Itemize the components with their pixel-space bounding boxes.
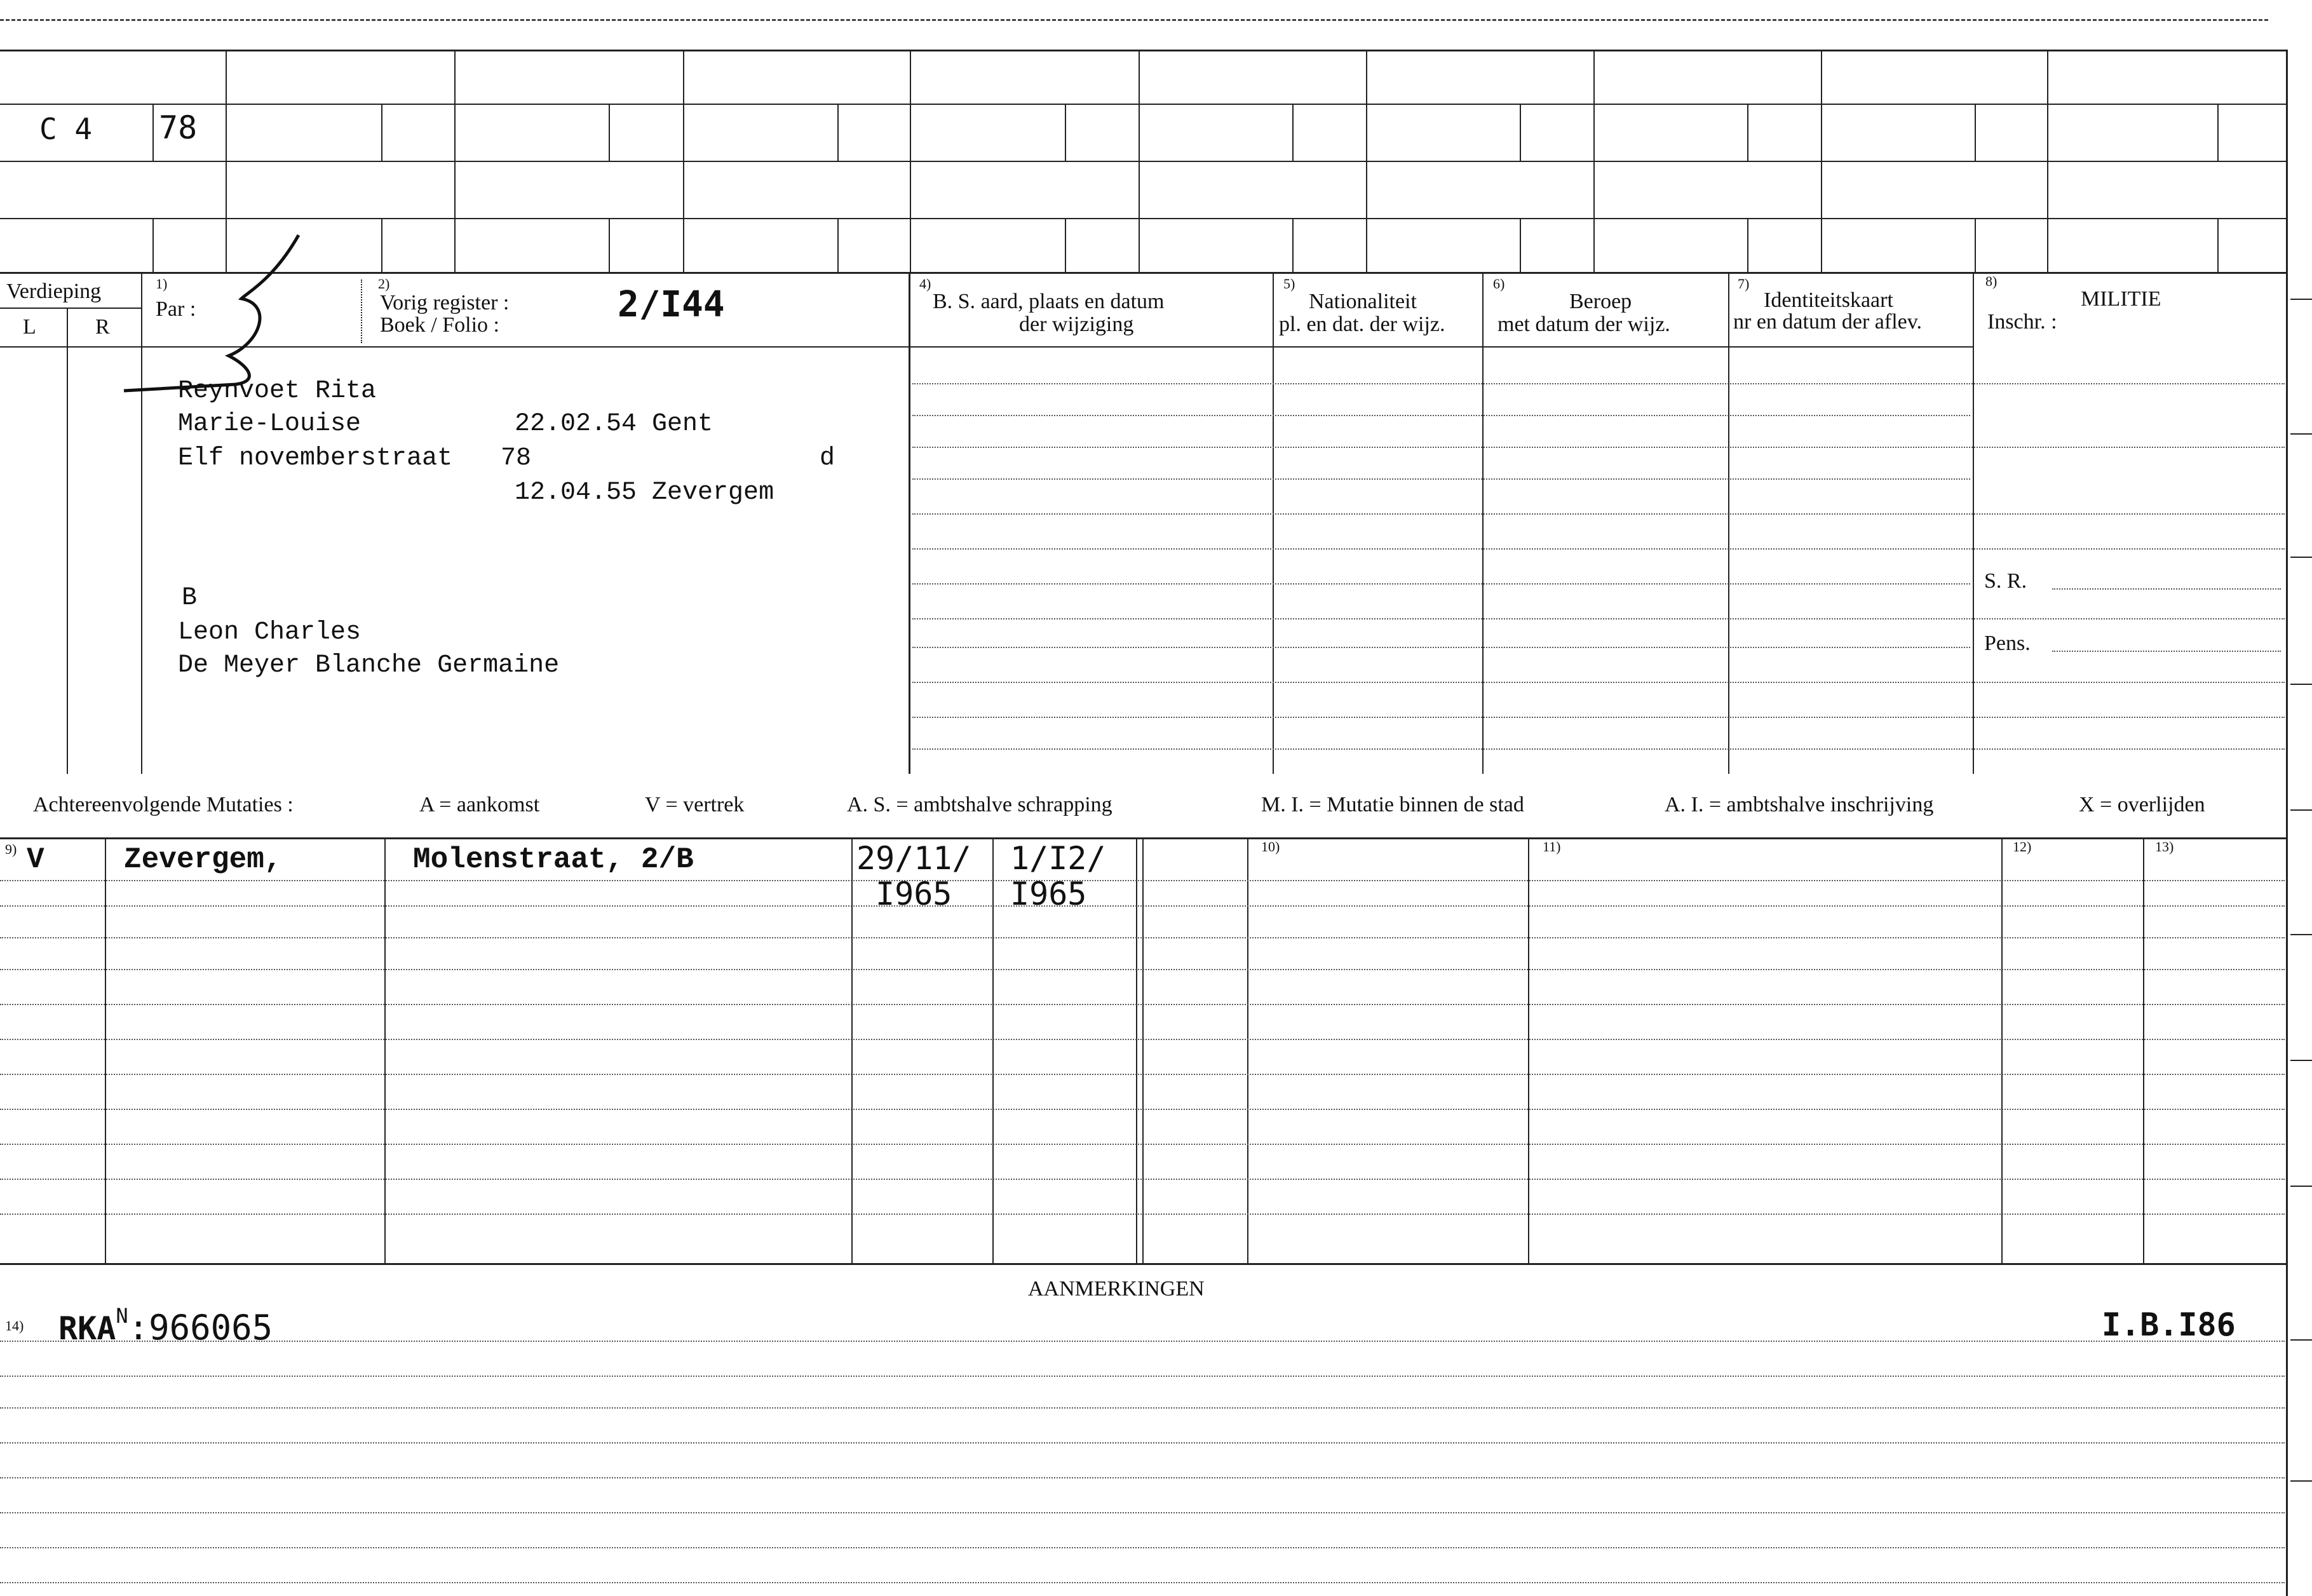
boek-label: Boek / Folio : [380, 313, 499, 337]
remarks-dotted-row [0, 1547, 2285, 1548]
militie-pens-label: Pens. [1984, 632, 2031, 655]
par-label: Par : [156, 297, 196, 321]
top-grid-subcol [152, 104, 154, 161]
mut-dotted-row [0, 1179, 2285, 1180]
mut-col [851, 837, 853, 1263]
col-r-label: R [95, 315, 110, 339]
top-grid-subcol [1065, 218, 1066, 272]
top-scan-edge [0, 19, 2268, 21]
edge-tick [2290, 557, 2312, 558]
remarks-dotted-row [0, 1582, 2285, 1583]
id-number: 7) [1738, 276, 1750, 292]
militie-number: 8) [1985, 273, 1998, 289]
mut-place: Zevergem, [124, 843, 282, 876]
person-street-number: 78 [501, 444, 532, 473]
person-name: Reynvoet Rita [178, 377, 377, 405]
edge-tick [2290, 299, 2312, 300]
top-grid-line [0, 218, 2287, 219]
mut-dotted-row [0, 969, 2285, 970]
top-grid-subcol [381, 218, 382, 272]
militie-sr-label: S. R. [1984, 569, 2027, 593]
top-grid-col [910, 50, 911, 272]
mut-date2-line1: 1/I2/ [1010, 840, 1106, 877]
person-birth: 22.02.54 Gent [515, 410, 713, 438]
bs-dotted-row [912, 618, 2285, 619]
legend-schrapping: A. S. = ambtshalve schrapping [847, 793, 1112, 816]
mut-dotted-row [0, 937, 2285, 938]
mut-dotted-row [0, 1144, 2285, 1145]
mut-type: V [27, 843, 44, 876]
militie-inschr-label: Inschr. : [1987, 310, 2057, 334]
top-code: C 4 [39, 112, 93, 146]
beroep-label-2: met datum der wijz. [1497, 313, 1670, 336]
top-grid-subcol [837, 218, 839, 272]
col-divider-bs [1273, 272, 1274, 774]
mut-col [1247, 837, 1248, 1263]
mut-number-11: 11) [1543, 839, 1561, 855]
top-grid-col [683, 50, 684, 272]
nat-label-2: pl. en dat. der wijz. [1279, 313, 1445, 336]
mut-dotted-row [0, 880, 2285, 881]
verdieping-label: Verdieping [6, 280, 102, 303]
bs-number: 4) [919, 276, 931, 292]
mut-col [2001, 837, 2003, 1263]
mut-dotted-row [0, 905, 2285, 907]
col-divider-main [909, 272, 910, 774]
person-mother: De Meyer Blanche Germaine [178, 651, 560, 680]
vorig-value: 2/I44 [618, 284, 725, 325]
remarks-prefix: RKA [58, 1310, 116, 1347]
top-grid-subcol [1975, 218, 1976, 272]
top-grid-subcol [2217, 104, 2219, 161]
edge-tick [2290, 684, 2312, 685]
militie-title: MILITIE [2081, 287, 2161, 311]
beroep-number: 6) [1493, 276, 1505, 292]
bs-dotted-row [912, 478, 1970, 480]
top-grid-subcol [1520, 218, 1521, 272]
top-grid-col [454, 50, 456, 272]
legend-title: Achtereenvolgende Mutaties : [33, 793, 294, 816]
militie-pens-dotted [2052, 651, 2281, 652]
edge-tick [2290, 934, 2312, 935]
bs-dotted-row [912, 383, 2285, 384]
mut-date1-line1: 29/11/ [856, 840, 971, 877]
remarks-number: 14) [5, 1318, 24, 1334]
legend-mutatie: M. I. = Mutatie binnen de stad [1261, 793, 1524, 816]
edge-tick [2290, 1339, 2312, 1341]
top-grid-subcol [609, 104, 610, 161]
mutations-bottom-border [0, 1263, 2287, 1265]
mut-date1-line2: I965 [875, 876, 952, 912]
remarks-dotted-row [0, 1407, 2285, 1409]
top-grid-col [1821, 50, 1822, 272]
bs-dotted-row [912, 513, 2285, 515]
top-grid-subcol [837, 104, 839, 161]
mutations-top-border [0, 837, 2287, 839]
remarks-number-value: :966065 [128, 1308, 273, 1348]
edge-tick [2290, 1480, 2312, 1482]
bs-label-2: der wijziging [1019, 313, 1134, 336]
col-divider-beroep [1728, 272, 1729, 774]
top-grid-line [0, 104, 2287, 105]
mut-dotted-row [0, 1214, 2285, 1215]
person-status: B [182, 584, 198, 612]
vorig-label: Vorig register : [380, 291, 510, 314]
bs-dotted-row [912, 647, 1970, 648]
id-label-2: nr en datum der aflev. [1733, 310, 1923, 334]
mut-date2-line2: I965 [1010, 876, 1087, 912]
col-divider-par [361, 280, 362, 343]
mut-dotted-row [0, 1109, 2285, 1110]
mut-col [992, 837, 994, 1263]
mut-col [2143, 837, 2144, 1263]
top-grid-subcol [2217, 218, 2219, 272]
mut-col [384, 837, 386, 1263]
militie-sr-dotted [2052, 588, 2281, 590]
person-father: Leon Charles [178, 618, 362, 647]
mut-dotted-row [0, 1039, 2285, 1040]
mut-dotted-row [0, 1004, 2285, 1005]
id-label-1: Identiteitskaart [1764, 288, 1893, 312]
edge-tick [2290, 433, 2312, 435]
person-date: 12.04.55 Zevergem [515, 478, 774, 507]
top-grid-subcol [1065, 104, 1066, 161]
top-grid-subcol [1520, 104, 1521, 161]
remarks-dotted-row [0, 1477, 2285, 1478]
top-grid-subcol [1747, 218, 1748, 272]
par-number: 1) [156, 276, 168, 292]
bs-label-1: B. S. aard, plaats en datum [933, 290, 1165, 313]
col-divider-id [1973, 272, 1974, 774]
mut-col [1136, 837, 1137, 1263]
remarks-right-code: I.B.I86 [2102, 1306, 2236, 1343]
right-border [2286, 50, 2288, 1596]
remarks-dotted-row [0, 1341, 2285, 1342]
beroep-label-1: Beroep [1569, 290, 1632, 313]
mut-col [1528, 837, 1529, 1263]
bs-dotted-row [912, 447, 2285, 448]
legend-aankomst: A = aankomst [419, 793, 540, 816]
legend-inschrijving: A. I. = ambtshalve inschrijving [1665, 793, 1934, 816]
remarks-dotted-row [0, 1442, 2285, 1444]
mut-address: Molenstraat, 2/B [413, 843, 694, 876]
bs-dotted-row [912, 717, 2285, 718]
top-number: 78 [159, 109, 198, 146]
nat-number: 5) [1283, 276, 1295, 292]
top-grid-subcol [1975, 104, 1976, 161]
mut-number-10: 10) [1261, 839, 1280, 855]
top-grid-subcol [1292, 104, 1294, 161]
person-firstnames: Marie-Louise [178, 410, 362, 438]
mut-number-13: 13) [2155, 839, 2174, 855]
mut-col [105, 837, 106, 1263]
top-grid-line [0, 161, 2287, 162]
top-grid-subcol [609, 218, 610, 272]
person-street: Elf novemberstraat [178, 444, 453, 473]
mut-col [1142, 837, 1144, 1263]
legend-vertrek: V = vertrek [645, 793, 745, 816]
mut-number-9: 9) [5, 841, 17, 857]
par-handwritten-mark [114, 229, 324, 394]
col-divider-lr [67, 308, 68, 774]
edge-tick [2290, 1060, 2312, 1061]
top-grid-border [0, 50, 2287, 51]
col-divider-nat [1482, 272, 1484, 774]
nat-label-1: Nationaliteit [1309, 290, 1417, 313]
top-grid-subcol [1747, 104, 1748, 161]
remarks-superscript: N [116, 1304, 128, 1328]
remarks-dotted-row [0, 1512, 2285, 1513]
remarks-dotted-row [0, 1376, 2285, 1377]
mut-dotted-row [0, 1074, 2285, 1075]
top-grid-col [2047, 50, 2048, 272]
legend-overlijden: X = overlijden [2079, 793, 2205, 816]
top-grid-subcol [1292, 218, 1294, 272]
bs-dotted-row [912, 548, 2285, 550]
edge-tick [2290, 809, 2312, 811]
top-grid-subcol [381, 104, 382, 161]
top-grid-col [1139, 50, 1140, 272]
header-top-border [0, 272, 2287, 274]
bs-dotted-row [912, 748, 2285, 750]
bs-dotted-row [912, 415, 1970, 416]
vorig-number: 2) [378, 276, 390, 292]
edge-tick [2290, 1186, 2312, 1187]
person-mark: d [820, 444, 835, 473]
bs-dotted-row [912, 583, 1970, 585]
top-grid-col [1366, 50, 1367, 272]
bs-dotted-row [912, 682, 2285, 683]
col-l-label: L [23, 315, 36, 339]
top-grid-col [1593, 50, 1595, 272]
mut-number-12: 12) [2013, 839, 2032, 855]
remarks-title: AANMERKINGEN [1028, 1277, 1205, 1301]
